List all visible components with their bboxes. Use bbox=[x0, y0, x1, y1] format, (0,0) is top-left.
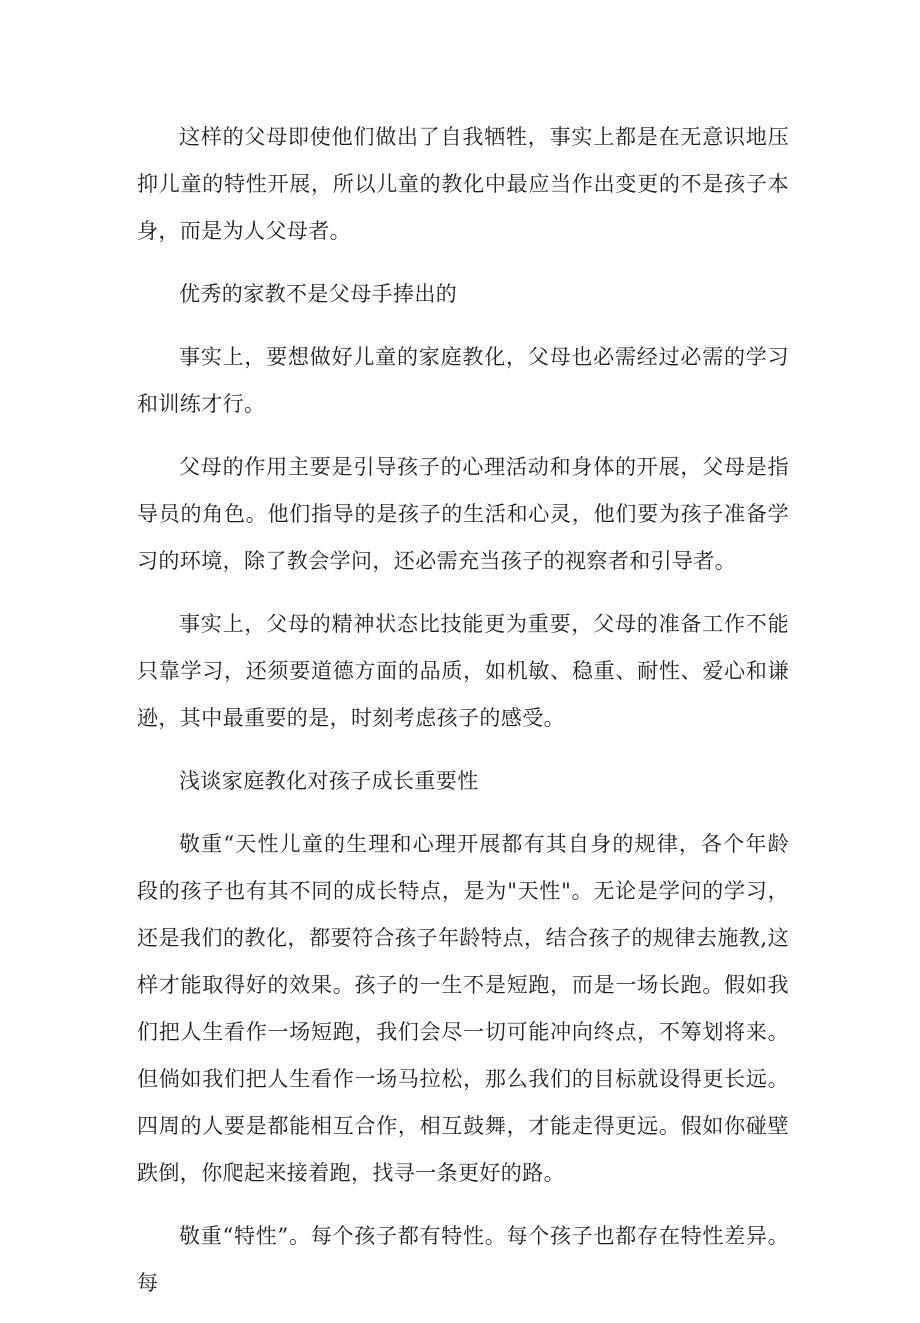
paragraph-parents-role: 父母的作用主要是引导孩子的心理活动和身体的开展，父母是指导员的角色。他们指导的是孩子的生活和心灵，他们要为孩子准备学习的环境，除了教会学问，还必需充当孩子的视察者和引导者。 bbox=[137, 455, 789, 573]
paragraph-mental-state: 事实上，父母的精神状态比技能更为重要，父母的准备工作不能只靠学习，还须要道德方面的品质，如机敏、稳重、耐性、爱心和谦逊，其中最重要的是，时刻考虑孩子的感受。 bbox=[137, 612, 789, 730]
section-heading-importance: 浅谈家庭教化对孩子成长重要性 bbox=[179, 769, 479, 793]
section-heading-family-education: 优秀的家教不是父母手捧出的 bbox=[179, 282, 458, 306]
paragraph-respect-individuality: 敬重“特性”。每个孩子都有特性。每个孩子也都存在特性差异。每 bbox=[137, 1224, 789, 1295]
paragraph-respect-nature: 敬重“天性儿童的生理和心理开展都有其自身的规律，各个年龄段的孩子也有其不同的成长特点，是为"天性"。无论是学问的学习，还是我们的教化，都要符合孩子年龄特点，结合孩子的规律去施教,这样才能取得好的效果。孩子的一生不是短跑，而是一场长跑。假如我们把人生看作一场短跑，我们会尽一切可能冲向终点，不筹划将来。但倘如我们把人生看作一场马拉松，那么我们的目标就设得更长远。四周的人要是都能相互合作，相互鼓舞，才能走得更远。假如你碰壁跌倒，你爬起来接着跑，找寻一条更好的路。 bbox=[137, 832, 789, 1185]
paragraph-sacrifice: 这样的父母即使他们做出了自我牺牲，事实上都是在无意识地压抑儿童的特性开展，所以儿童的教化中最应当作出变更的不是孩子本身，而是为人父母者。 bbox=[137, 125, 789, 243]
paragraph-parents-learning: 事实上，要想做好儿童的家庭教化，父母也必需经过必需的学习和训练才行。 bbox=[137, 345, 789, 416]
document-body bbox=[137, 114, 789, 1323]
